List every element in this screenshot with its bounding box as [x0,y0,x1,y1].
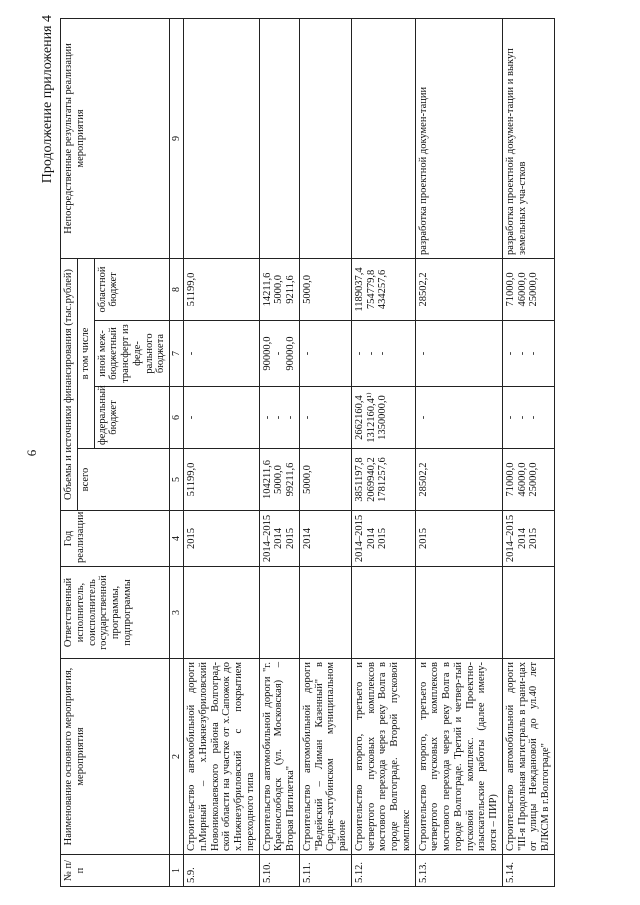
total-value: 3851197,8 [353,456,365,502]
regional-value: 9211,6 [285,274,297,304]
year-value: 2014 [516,527,528,549]
row-year [184,510,260,566]
table-row [259,18,299,886]
row-federal [415,386,502,448]
year-value: 2015 [417,527,429,549]
year-value: 2015 [377,527,389,549]
year-value: 2014–2015 [504,514,516,562]
interbudget-value: - [528,351,540,355]
regional-value: 71000,0 [504,271,516,307]
federal-value: - [186,415,198,419]
table-row [184,18,260,886]
row-responsible [184,566,260,658]
year-value: 2015 [528,527,540,549]
row-responsible [299,566,351,658]
row-name: Строительство второго, третьего и четвертого пусковых комплексов мостового перехода через реку Волга в городе Волгограде. Третий и четвер-тый пусковой комплекс. Проектно-изыскательские работы (далее имену-ются – ПИР) [415,658,502,854]
header-including: в том числе [77,258,94,448]
row-responsible [502,566,554,658]
regional-value: 434257,6 [377,269,389,309]
row-regional [184,258,260,320]
row-number: 5.11. [299,854,351,886]
row-regional [299,258,351,320]
row-results: разработка проектной докумен-тации [415,18,502,258]
column-number: 1 [170,854,184,886]
row-interbudget [351,320,415,386]
year-value: 2014 [273,527,285,549]
federal-value: - [516,415,528,419]
header-regional: областной бюджет [94,258,170,320]
row-name: Строительство автомобильной дороги п.Мирный – х.Нижнезубриловский Новониколаевского района Волгоград-ской области на участке от х.Сапожок до х.Нижнезубриловский с покрытием переходного типа [184,658,260,854]
interbudget-value: - [353,351,365,355]
year-value: 2014 [365,527,377,549]
total-value: 46000,0 [516,461,528,497]
total-value: 2069940,2 [365,456,377,502]
row-results [351,18,415,258]
interbudget-value: - [417,351,429,355]
row-number: 5.12. [351,854,415,886]
federal-value: 1350000,0 [377,394,389,440]
row-year [299,510,351,566]
row-total [415,448,502,510]
interbudget-value: - [504,351,516,355]
column-numbers-row [170,18,184,886]
row-year [259,510,299,566]
total-value: 104211,6 [261,459,273,499]
interbudget-value: 90000,0 [285,335,297,371]
header-name: Наименование основного мероприятия, мероприятия [61,658,170,854]
row-interbudget [415,320,502,386]
total-value: 28502,2 [417,461,429,497]
table-body [184,18,555,886]
row-results: разработка проектной докумен-тации и выкуп земельных уча-стков [502,18,554,258]
row-total [502,448,554,510]
regional-value: 5000,0 [273,274,285,304]
federal-value: - [528,415,540,419]
row-interbudget [259,320,299,386]
federal-value: 1312160,4¹⁾ [365,391,377,443]
total-value: 25000,0 [528,461,540,497]
total-value: 71000,0 [504,461,516,497]
header-responsible: Ответственный исполнитель, соисполнитель государственной программы, подпрограммы [61,566,170,658]
row-total [259,448,299,510]
interbudget-value: - [365,351,377,355]
regional-value: 14211,6 [261,272,273,306]
regional-value: 46000,0 [516,271,528,307]
row-interbudget [184,320,260,386]
year-value: 2014–2015 [353,514,365,562]
regional-value: 25000,0 [528,271,540,307]
interbudget-value: 90000,0 [261,335,273,371]
column-number: 2 [170,658,184,854]
row-regional [351,258,415,320]
column-number: 4 [170,510,184,566]
row-regional [415,258,502,320]
row-results [299,18,351,258]
row-name: Строительство автомобильной дороги "III-я Продольная магистраль в грани-цах от улицы Неждановой до ул.40 лет ВЛКСМ в г.Волгограде" [502,658,554,854]
interbudget-value: - [301,351,313,355]
row-number: 5.9. [184,854,260,886]
column-number: 6 [170,386,184,448]
federal-value: - [261,415,273,419]
federal-value: - [301,415,313,419]
row-interbudget [299,320,351,386]
table-row [415,18,502,886]
column-number: 7 [170,320,184,386]
total-value: 5000,0 [273,464,285,494]
total-value: 5000,0 [301,464,313,494]
header-year: Год реализации [61,510,170,566]
row-results [259,18,299,258]
page-number: 6 [24,449,39,456]
interbudget-value: - [273,351,285,355]
header-total: всего [77,448,169,510]
header-volumes: Объемы и источники финансирования (тыс.рублей) [61,258,78,510]
total-value: 51199,0 [186,462,198,496]
federal-value: - [285,415,297,419]
row-regional [502,258,554,320]
table-row [351,18,415,886]
row-responsible [351,566,415,658]
row-responsible [415,566,502,658]
row-year [502,510,554,566]
interbudget-value: - [186,351,198,355]
row-number: 5.10. [259,854,299,886]
row-regional [259,258,299,320]
regional-value: 28502,2 [417,271,429,307]
row-federal [502,386,554,448]
interbudget-value: - [516,351,528,355]
row-year [351,510,415,566]
document-page [20,13,620,893]
column-number: 9 [170,18,184,258]
year-value: 2015 [186,527,198,549]
regional-value: 51199,0 [186,272,198,306]
row-year [415,510,502,566]
table-row [502,18,554,886]
year-value: 2014–2015 [261,514,273,562]
federal-value: - [417,415,429,419]
header-federal: федеральный бюджет [94,386,170,448]
continuation-note: Продолжение приложения 4 [40,14,55,183]
header-interbudget: иной меж-бюджетный трансферт из феде-рального бюджета [94,320,170,386]
row-number: 5.14. [502,854,554,886]
row-results [184,18,260,258]
federal-value: - [273,415,285,419]
header-num: № п/п [61,854,170,886]
regional-value: 754779,8 [365,269,377,309]
column-number: 8 [170,258,184,320]
row-federal [184,386,260,448]
row-total [184,448,260,510]
year-value: 2015 [285,527,297,549]
federal-value: - [504,415,516,419]
row-number: 5.13. [415,854,502,886]
row-interbudget [502,320,554,386]
total-value: 1781257,6 [377,456,389,502]
total-value: 99211,6 [285,462,297,496]
row-name: Строительство автомобильной дороги "г. Краснослободск (ул. Московская) – Вторая Пятилетка" [259,658,299,854]
row-responsible [259,566,299,658]
federal-value: 2662160,4 [353,394,365,440]
row-total [299,448,351,510]
table-row [299,18,351,886]
row-total [351,448,415,510]
row-federal [351,386,415,448]
interbudget-value: - [377,351,389,355]
row-federal [259,386,299,448]
row-name: Строительство автомобильной дороги "Ведейский – Лиман Казенный" в Средне-ахтубинском муниципальном районе [299,658,351,854]
column-number: 5 [170,448,184,510]
regional-value: 5000,0 [301,274,313,304]
year-value: 2014 [301,527,313,549]
regional-value: 1189037,4 [353,266,365,312]
header-results: Непосредственные результаты реализации мероприятия [61,18,170,258]
row-name: Строительство второго, третьего и четвертого пусковых комплексов мостового перехода через реку Волга в городе Волгограде. Второй пусковой комплекс [351,658,415,854]
column-number: 3 [170,566,184,658]
financing-table [60,17,555,886]
row-federal [299,386,351,448]
